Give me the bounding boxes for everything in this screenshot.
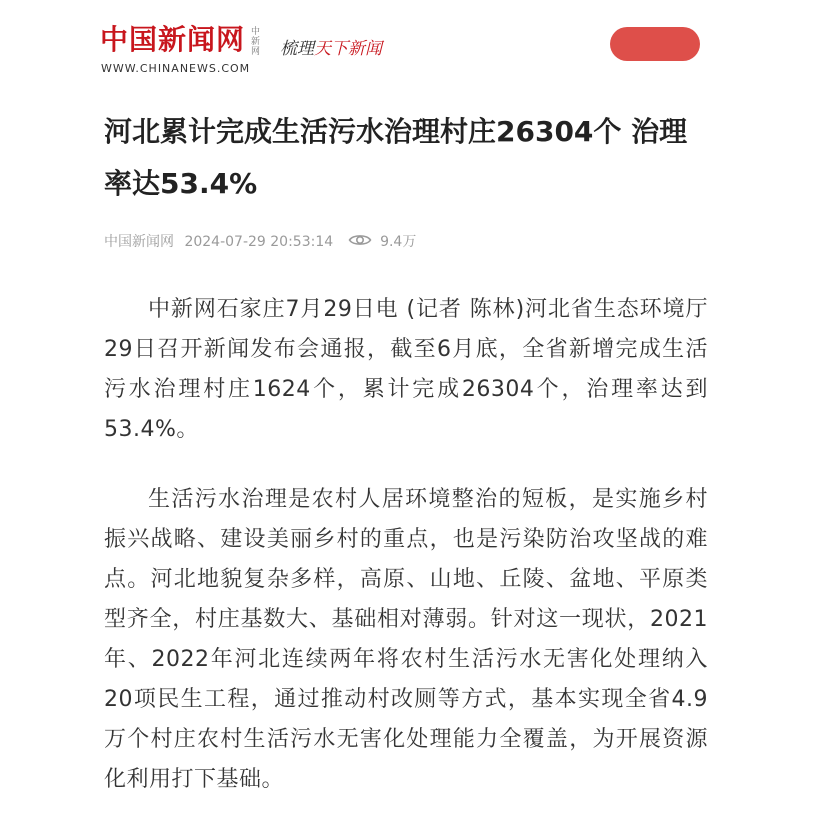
article-body: [104, 290, 708, 830]
article-view-count: 9.4万: [380, 234, 417, 250]
header-action-button[interactable]: [610, 27, 700, 61]
slogan-part-2: 天下新闻: [314, 39, 382, 59]
site-header: [0, 0, 814, 90]
logo-side-text: 中新网: [251, 27, 261, 57]
slogan-part-1: 梳理: [280, 39, 314, 59]
article-meta: [104, 232, 416, 252]
site-logo[interactable]: [100, 20, 260, 76]
article-paragraph: 生活污水治理是农村人居环境整治的短板，是实施乡村振兴战略、建设美丽乡村的重点，也是污染防治攻坚战的难点。河北地貌复杂多样，高原、山地、丘陵、盆地、平原类型齐全，村庄基数大、基础相对薄弱。针对这一现状，2021年、2022年河北连续两年将农村生活污水无害化处理纳入20项民生工程，通过推动村改厕等方式，基本实现全省4.9万个村庄农村生活污水无害化处理能力全覆盖，为开展资源化利用打下基础。: [104, 487, 708, 792]
logo-wordmark: 中国新闻网: [100, 23, 246, 56]
site-slogan: [280, 34, 382, 58]
article-datetime: 2024-07-29 20:53:14: [184, 234, 334, 250]
article-title: 河北累计完成生活污水治理村庄26304个 治理率达53.4%: [104, 115, 688, 200]
eye-icon: [348, 232, 372, 248]
article-paragraph: 中新网石家庄7月29日电 (记者 陈林)河北省生态环境厅29日召开新闻发布会通报，截至6月底，全省新增完成生活污水治理村庄1624个，累计完成26304个，治理率达到53.4%。: [104, 297, 708, 442]
logo-domain: WWW.CHINANEWS.COM: [101, 62, 251, 75]
article-source: 中国新闻网: [104, 234, 174, 250]
